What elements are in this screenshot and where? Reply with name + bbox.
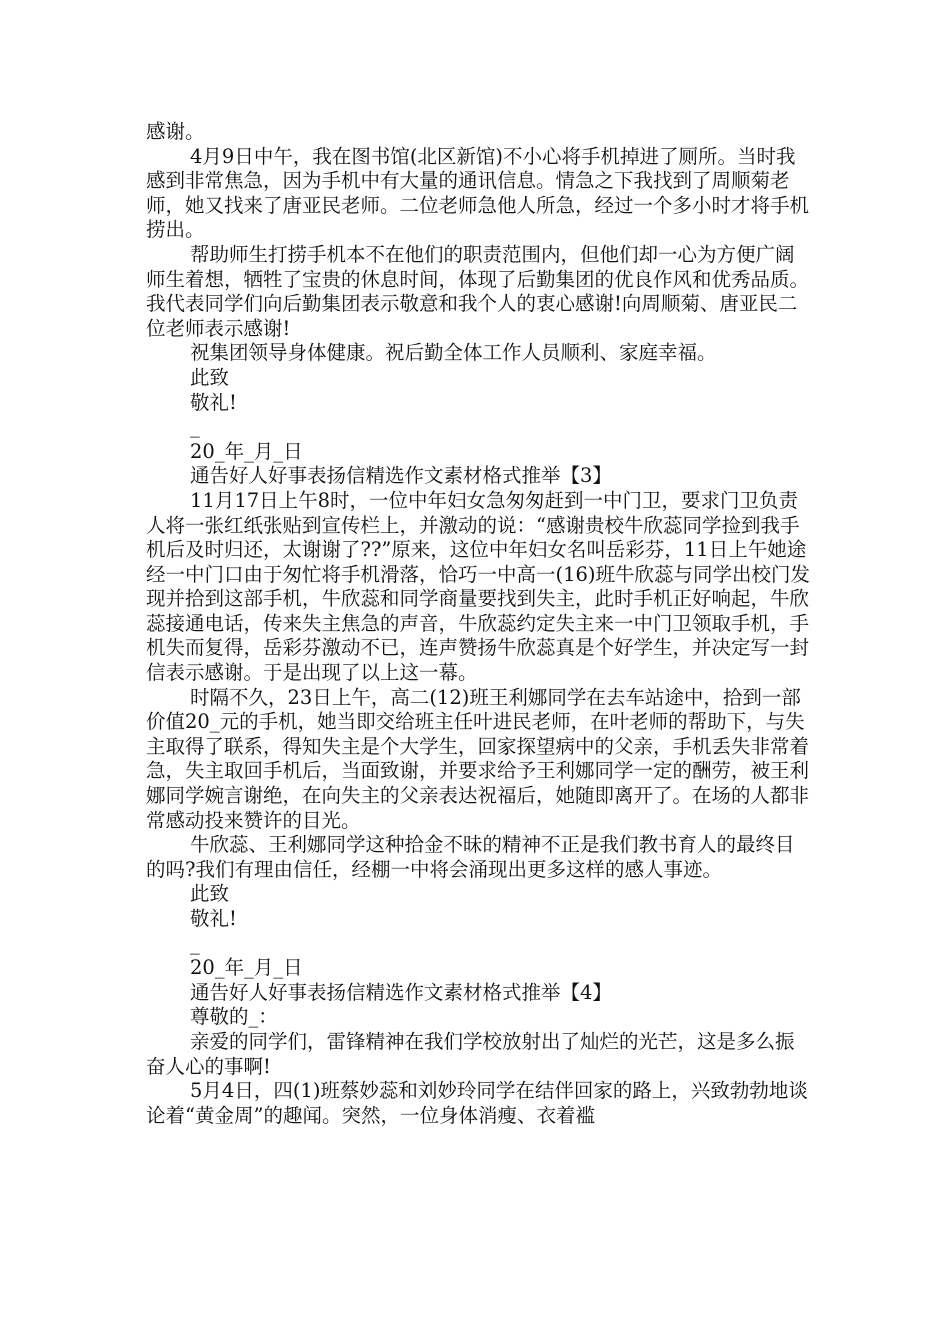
may-fourth-paragraph: 5月4日，四(1)班蔡妙蕊和刘妙玲同学在结伴回家的路上，兴致勃勃地谈论着“黄金周”的趣闻。突然，一位身体消瘦、衣着褴 [146, 1079, 808, 1127]
signature-blank-2: _ [190, 931, 200, 955]
closing-thanks-line: 感谢。 [146, 120, 205, 143]
phone-in-toilet-paragraph: 4月9日中午，我在图书馆(北区新馆)不小心将手机掉进了厕所。当时我感到非常焦急，因为手机中有大量的通讯信息。情急之下我找到了周顺菊老师，她又找来了唐亚民老师。二位老师急他人所急，经过一个多小时才将手机捞出。 [146, 144, 810, 242]
salutation-jingli: 敬礼! [190, 390, 237, 414]
section-heading-4: 通告好人好事表扬信精选作文素材格式推举【4】 [190, 980, 612, 1004]
wishes-line: 祝集团领导身体健康。祝后勤全体工作人员顺利、家庭幸福。 [190, 341, 717, 365]
greeting-line: 尊敬的_： [190, 1005, 278, 1029]
leifeng-paragraph: 亲爱的同学们，雷锋精神在我们学校放射出了灿烂的光芒，这是多么振奋人心的事啊! [146, 1029, 795, 1078]
section-heading-3: 通告好人好事表扬信精选作文素材格式推举【3】 [190, 464, 612, 488]
salutation-cizhi: 此致 [190, 365, 230, 389]
teachers-praise-paragraph: 帮助师生打捞手机本不在他们的职责范围内，但他们却一心为方便广阔师生着想，牺牲了宝贵的休息时间，体现了后勤集团的优良作风和优秀品质。我代表同学们向后勤集团表示敬意和我个人的衷心感谢!向周顺菊、唐亚民二位老师表示感谢! [146, 242, 810, 340]
date-line-2: 20_年_月_日 [190, 956, 303, 980]
wang-lina-paragraph: 时隔不久，23日上午，高二(12)班王利娜同学在去车站途中，拾到一部价值20_元的手机，她当即交给班主任叶进民老师，在叶老师的帮助下，与失主取得了联系，得知失主是个大学生，回家探望病中的父亲，手机丢失非常着急，失主取回手机后，当面致谢，并要求给予王利娜同学一定的酬劳，被王利娜同学婉言谢绝，在向失主的父亲表达祝福后，她随即离开了。在场的人都非常感动投来赞许的目光。 [146, 685, 810, 832]
salutation-jingli-2: 敬礼! [190, 907, 237, 930]
letter-body [146, 120, 811, 1128]
conclusion-paragraph: 牛欣蕊、王利娜同学这种拾金不昧的精神不正是我们教书育人的最终目的吗?我们有理由信任，经棚一中将会涌现出更多这样的感人事迹。 [146, 833, 795, 881]
signature-blank: _ [190, 415, 200, 439]
salutation-cizhi-2: 此致 [190, 882, 230, 906]
date-line: 20_年_月_日 [190, 439, 303, 463]
niu-xinrui-paragraph: 11月17日上午8时，一位中年妇女急匆匆赶到一中门卫，要求门卫负责人将一张红纸张贴到宣传栏上，并激动的说：“感谢贵校牛欣蕊同学捡到我手机后及时归还，太谢谢了??”原来，这位中年妇女名叫岳彩芬，11日上午她途经一中门口由于匆忙将手机滑落，恰巧一中高一(16)班牛欣蕊与同学出校门发现并拾到这部手机，牛欣蕊和同学商量要找到失主，此时手机正好响起，牛欣蕊接通电话，传来失主焦急的声音，牛欣蕊约定失主来一中门卫领取手机，手机失而复得，岳彩芬激动不已，连声赞扬牛欣蕊真是个好学生，并决定写一封信表示感谢。于是出现了以上这一幕。 [146, 488, 811, 685]
